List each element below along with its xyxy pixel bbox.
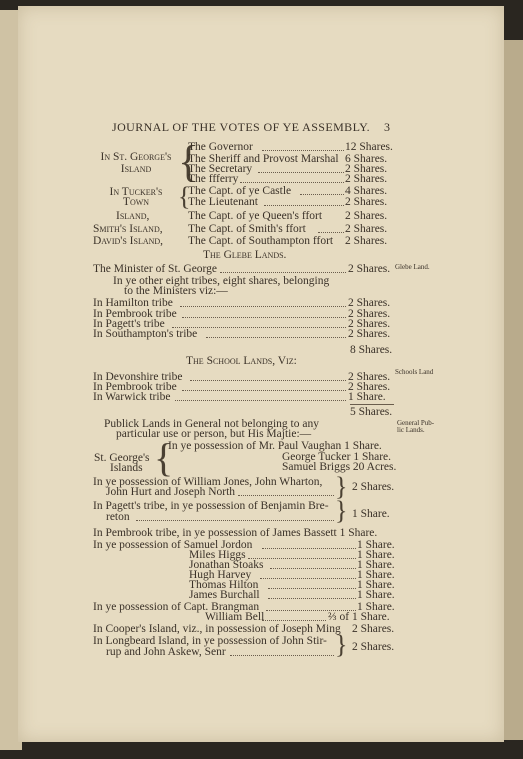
entry-longbeard-island: In Longbeard Island, in ye possession of John Stir- (93, 635, 327, 647)
qty-pagett-breton: 1 Share. (352, 508, 390, 520)
qty-higgs: 1 Share. (357, 549, 395, 561)
qty-pagetts: 2 Shares. (348, 318, 391, 330)
qty-coopers-island: 2 Shares. (352, 623, 395, 635)
entry-bell: William Bell (205, 611, 265, 623)
entry-queens-ffort: The Capt. of ye Queen's ffort (188, 210, 323, 222)
leader-dots (270, 568, 356, 569)
entry-jordon: In ye possession of Samuel Jordon (93, 539, 253, 551)
leader-dots (260, 578, 356, 579)
entry-harvey: Hugh Harvey (189, 569, 252, 581)
qty-longbeard-island: 2 Shares. (352, 641, 395, 653)
entry-brangman: In ye possession of Capt. Brangman (93, 601, 260, 613)
leader-dots (136, 520, 334, 521)
qty-secretary: 2 Shares. (345, 163, 388, 175)
leader-dots (182, 390, 346, 391)
leader-dots (262, 150, 344, 151)
entry-governor: The Governor (188, 141, 253, 153)
leader-dots (240, 182, 344, 183)
text-publick-intro: Publick Lands in General not belonging to any (104, 418, 319, 430)
qty-pembroke: 2 Shares. (348, 308, 391, 320)
entry-pagett-breton: In Pagett's tribe, in ye possession of Benjamin Bre- (93, 500, 329, 512)
entry-secretary: The Secretary (188, 163, 253, 175)
margin-note-schools: Schools Land (395, 368, 434, 376)
brace-pagett: } (335, 496, 348, 525)
qty-stoaks: 1 Share. (357, 559, 395, 571)
heading-school-lands: The School Lands, Viz: (186, 355, 297, 367)
qty-southamptons: 2 Shares. (348, 328, 391, 340)
margin-note-publick: General Pub- (397, 419, 435, 427)
entry-school-pembroke: In Pembrook tribe (93, 381, 177, 393)
label-islands: Islands (110, 462, 143, 474)
leader-dots (268, 598, 356, 599)
entry-bassett: In Pembrook tribe, in ye possession of James Bassett 1 Share. (93, 527, 378, 539)
brace-longbeard: } (335, 630, 348, 659)
entry-burchall: James Burchall (189, 589, 260, 601)
entry-higgs: Miles Higgs (189, 549, 246, 561)
leader-dots (238, 495, 334, 496)
entry-pembroke: In Pembrook tribe (93, 308, 177, 320)
qty-sheriff: 6 Shares. (345, 153, 388, 165)
total-glebe: 8 Shares. (350, 344, 393, 356)
qty-southampton-ffort: 2 Shares. (345, 235, 388, 247)
entry-tucker: George Tucker 1 Share. (282, 451, 392, 463)
running-title: JOURNAL OF THE VOTES OF YE ASSEMBLY. (112, 120, 371, 134)
label-island-2: Island, (116, 210, 150, 222)
entry-pagett-breton-2: reton (106, 511, 130, 523)
entry-sheriff: The Sheriff and Provost Marshal (188, 153, 339, 165)
total-school: 5 Shares. (350, 406, 393, 418)
leader-dots (230, 655, 334, 656)
entry-longbeard-island-2: rup and John Askew, Senr (106, 646, 226, 658)
brace-st-georges: { (178, 137, 200, 186)
entry-jones-2: John Hurt and Joseph North (106, 486, 236, 498)
entry-southamptons: In Southampton's tribe (93, 328, 198, 340)
leader-dots (248, 558, 356, 559)
leader-dots (264, 205, 344, 206)
text-publick-intro-2: particular use or person, but His Majtie:— (116, 428, 312, 440)
label-davids-island: David's Island, (93, 235, 164, 247)
qty-warwick: 1 Share. (348, 391, 386, 403)
leader-dots (206, 337, 346, 338)
qty-harvey: 1 Share. (357, 569, 395, 581)
label-st-georges-islands: St. George's (94, 452, 150, 464)
qty-school-pembroke: 2 Shares. (348, 381, 391, 393)
leader-dots (318, 232, 344, 233)
entry-briggs: Samuel Briggs 20 Acres. (282, 461, 397, 473)
qty-hilton: 1 Share. (357, 579, 395, 591)
brace-st-georges-islands: { (154, 435, 174, 480)
qty-jordon: 1 Share. (357, 539, 395, 551)
qty-jones: 2 Shares. (352, 481, 395, 493)
margin-note-glebe: Glebe Land. (395, 263, 430, 271)
entry-coopers-island: In Cooper's Island, viz., in possession of Joseph Ming (93, 623, 341, 635)
brace-jones: } (335, 472, 348, 501)
entry-hamilton: In Hamilton tribe (93, 297, 173, 309)
leader-dots (182, 317, 346, 318)
qty-governor: 12 Shares. (345, 141, 393, 153)
qty-minister: 2 Shares. (348, 263, 391, 275)
qty-fferry: 2 Shares. (345, 173, 388, 185)
label-st-georges: In St. George's (100, 151, 172, 163)
leader-dots (180, 306, 346, 307)
entry-devonshire: In Devonshire tribe (93, 371, 183, 383)
sum-rule (350, 404, 394, 405)
label-island: Island (120, 163, 152, 175)
page-number: 3 (384, 120, 390, 134)
entry-stoaks: Jonathan Stoaks (189, 559, 264, 571)
leader-dots (172, 327, 346, 328)
qty-lieutenant: 2 Shares. (345, 196, 388, 208)
qty-hamilton: 2 Shares. (348, 297, 391, 309)
qty-burchall: 1 Share. (357, 589, 395, 601)
margin-note-publick-2: lic Lands. (397, 426, 425, 434)
qty-bell: ⅔ of 1 Share. (328, 611, 390, 623)
entry-minister: The Minister of St. George (93, 263, 218, 275)
label-town: Town (122, 196, 150, 208)
entry-smiths-ffort: The Capt. of Smith's ffort (188, 223, 306, 235)
text-tribes-intro-2: to the Ministers viz:— (124, 285, 228, 297)
entry-jones: In ye possession of William Jones, John Wharton, (93, 476, 323, 488)
leader-dots (262, 548, 356, 549)
brace-tuckers: { (178, 182, 191, 211)
entry-vaughan: In ye possession of Mr. Paul Vaughan 1 Share. (168, 440, 382, 452)
entry-castle: The Capt. of ye Castle (188, 185, 292, 197)
label-tuckers: In Tucker's (109, 186, 163, 198)
leader-dots (300, 194, 344, 195)
entry-fferry: The ffferry (188, 173, 239, 185)
qty-castle: 4 Shares. (345, 185, 388, 197)
qty-devonshire: 2 Shares. (348, 371, 391, 383)
entry-hilton: Thomas Hilton (189, 579, 259, 591)
qty-brangman: 1 Share. (357, 601, 395, 613)
leader-dots (262, 620, 326, 621)
leader-dots (190, 380, 346, 381)
text-tribes-intro: In ye other eight tribes, eight shares, belonging (113, 275, 330, 287)
leader-dots (268, 588, 356, 589)
qty-smiths-ffort: 2 Shares. (345, 223, 388, 235)
leader-dots (220, 272, 346, 273)
entry-lieutenant: The Lieutenant (188, 196, 258, 208)
entry-warwick: In Warwick tribe (93, 391, 171, 403)
leader-dots (175, 400, 346, 401)
heading-glebe-lands: The Glebe Lands. (203, 249, 287, 261)
entry-southampton-ffort: The Capt. of Southampton ffort (188, 235, 334, 247)
label-smiths-island: Smith's Island, (93, 223, 163, 235)
qty-queens-ffort: 2 Shares. (345, 210, 388, 222)
entry-pagetts: In Pagett's tribe (93, 318, 165, 330)
leader-dots (258, 172, 344, 173)
